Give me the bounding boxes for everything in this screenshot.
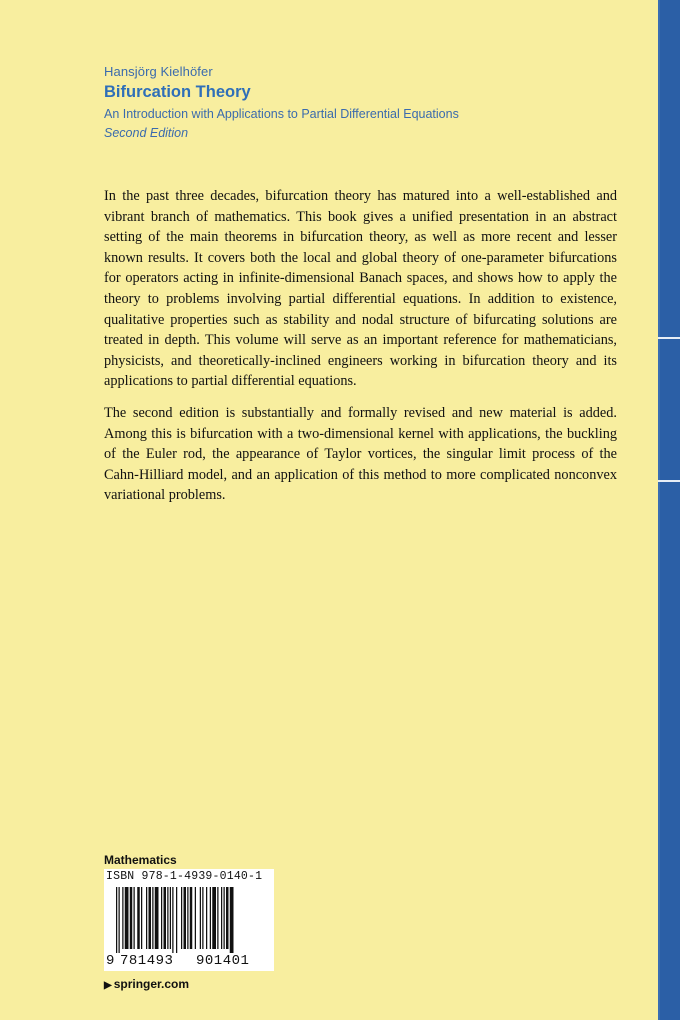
barcode-bars xyxy=(116,887,266,953)
barcode-lead-digit: 9 xyxy=(106,953,115,969)
book-subtitle: An Introduction with Applications to Partial Differential Equations xyxy=(104,107,459,121)
isbn-barcode xyxy=(104,869,274,971)
author-name: Hansjörg Kielhöfer xyxy=(104,64,213,79)
isbn-label: ISBN 978-1-4939-0140-1 xyxy=(106,870,263,883)
blurb-paragraph-2: The second edition is substantially and formally revised and new material is added. Among this is bifurcation with a two-dimensional kernel with applications, the buckling of the Euler rod, the appearance of Taylor vortices, the singular limit process of the Cahn-Hilliard model, and an application of this method to more complicated nonconvex variational problems. xyxy=(104,404,617,504)
book-edition: Second Edition xyxy=(104,126,189,140)
blurb-paragraph-1: In the past three decades, bifurcation theory has matured into a well-established and vibrant branch of mathematics. This book gives a unified presentation in an abstract setting of the main theorems in bifurcation theory, as well as more recent and lesser known results. It covers both the local and global theory of one-parameter bifurcations for operators acting in infinite-dimensional Banach spaces, and shows how to apply the theory to problems involving partial differential equations. In addition to existence, qualitative properties such as stability and nodal structure of bifurcating solutions are treated in depth. This volume will serve as an important reference for mathematicians, physicists, and theoretically-inclined engineers working in bifurcation theory and its applications to partial differential equations. xyxy=(104,188,617,390)
barcode-digit-group-2: 901401 xyxy=(196,953,250,969)
subject-category: Mathematics xyxy=(104,853,177,867)
edge-divider-lower xyxy=(658,480,680,482)
cover-footer xyxy=(104,853,263,991)
edge-divider-upper xyxy=(658,337,680,339)
back-cover-blurb xyxy=(104,186,617,517)
book-title: Bifurcation Theory xyxy=(104,83,251,101)
barcode-digit-group-1: 781493 xyxy=(120,953,174,969)
cover-edge-strip xyxy=(658,0,680,1020)
play-arrow-icon: ▶ xyxy=(104,980,112,991)
book-header xyxy=(104,64,459,140)
publisher-link-text: springer.com xyxy=(113,977,190,991)
publisher-link[interactable] xyxy=(104,977,189,991)
